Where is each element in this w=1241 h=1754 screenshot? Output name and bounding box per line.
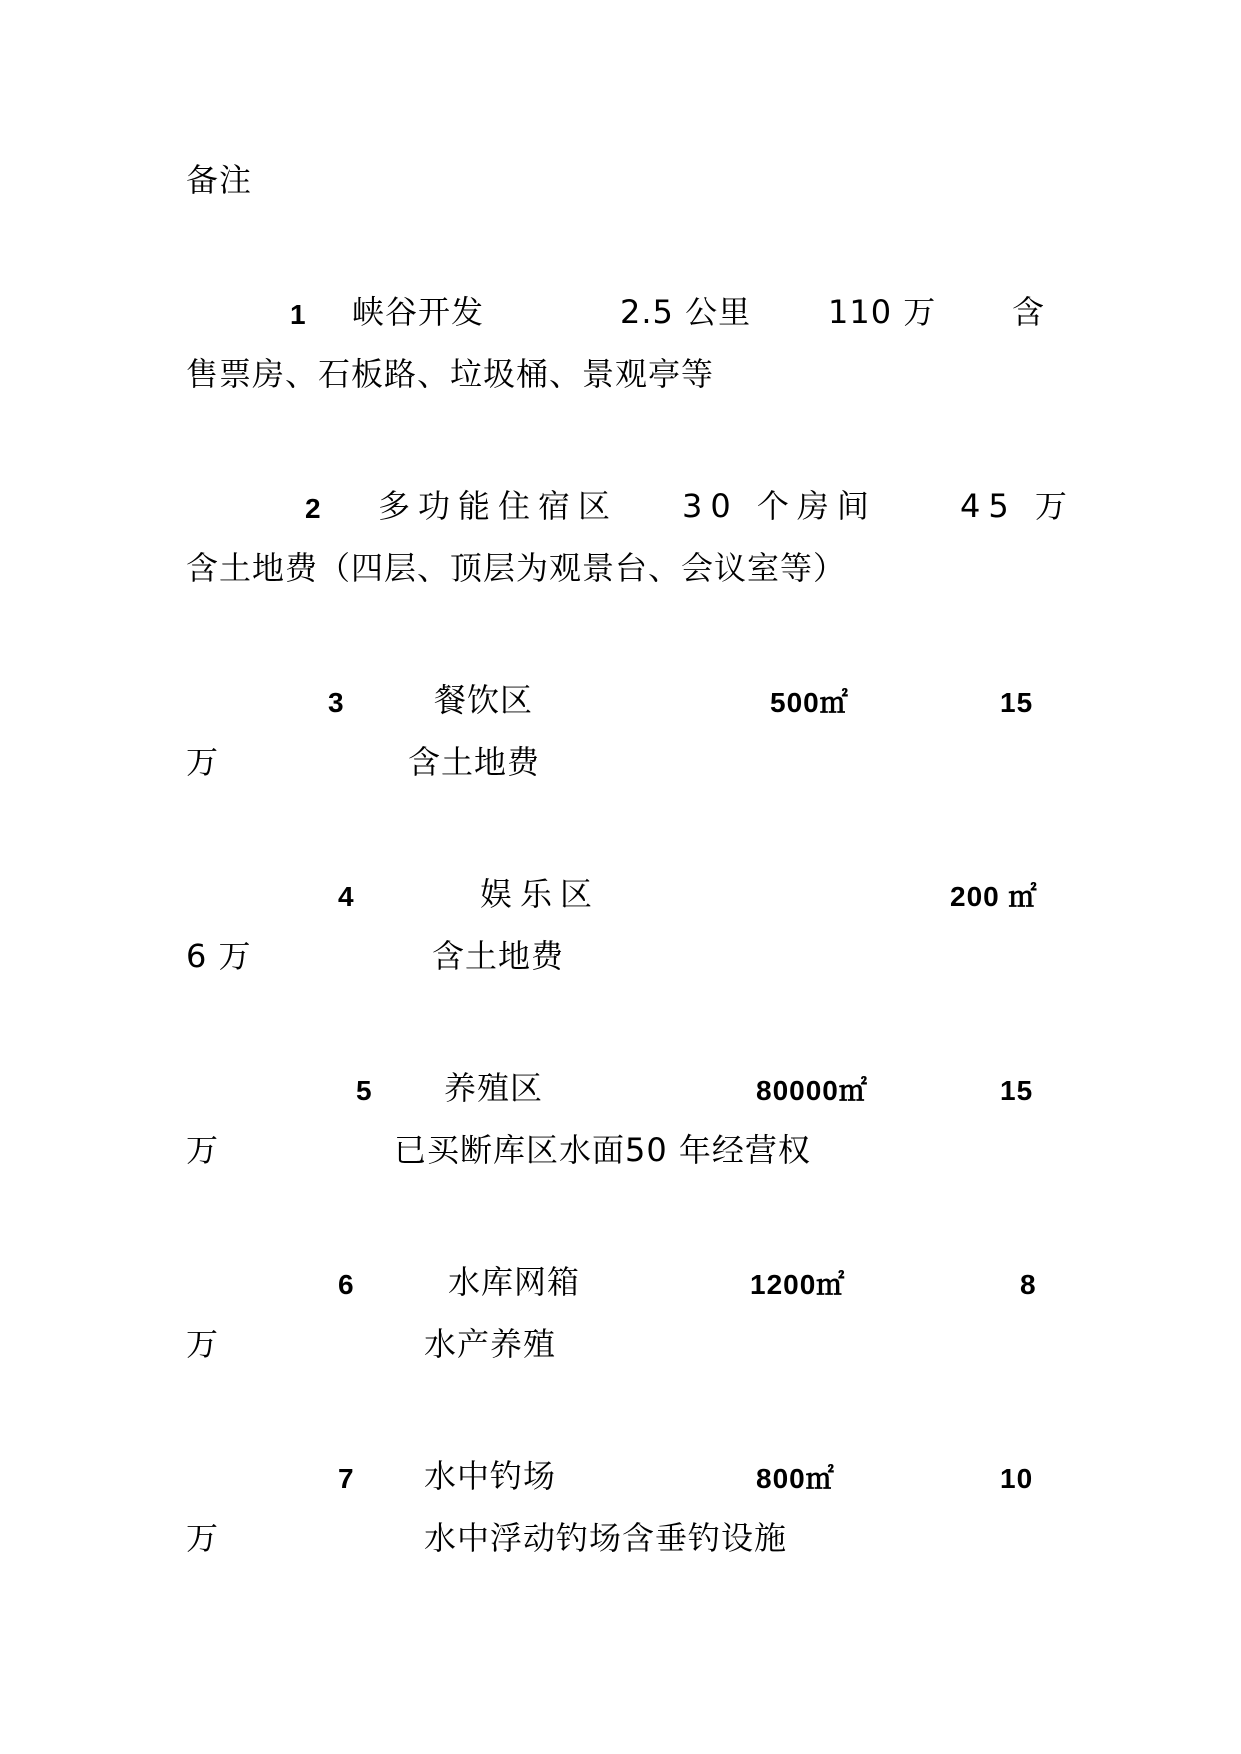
row-note: 已买断库区水面50 年经营权 [394,1131,811,1169]
row-size: 80000㎡ [756,1075,868,1106]
row-cost: 6 万 [186,937,252,975]
row-cost-unit: 万 [186,743,220,781]
row-cost: 15 [1000,687,1034,718]
row-name: 娱乐区 [480,875,601,913]
row-cost-unit: 万 [186,1519,220,1557]
row-cost-unit: 万 [186,1325,220,1363]
row-size: 2.5 公里 [620,293,752,331]
row-size: 30 个房间 [682,487,877,525]
row-index: 6 [338,1269,355,1300]
row-index: 3 [328,687,345,718]
row-size: 800㎡ [756,1463,835,1494]
page-heading: 备注 [186,161,253,199]
row-index: 7 [338,1463,355,1494]
row-note: 售票房、石板路、垃圾桶、景观亭等 [186,355,715,393]
row-name: 峡谷开发 [352,293,485,331]
row-note: 水产养殖 [424,1325,557,1363]
row-name: 水中钓场 [424,1457,557,1495]
row-index: 2 [305,493,322,524]
row-size: 1200㎡ [750,1269,846,1300]
row-note: 含土地费（四层、顶层为观景台、会议室等） [186,549,847,587]
row-note-lead: 含 [1012,293,1046,331]
row-index: 1 [290,299,307,330]
row-note: 水中浮动钓场含垂钓设施 [424,1519,788,1557]
row-name: 养殖区 [444,1069,544,1107]
row-name: 餐饮区 [434,681,534,719]
row-cost-unit: 万 [186,1131,220,1169]
row-index: 4 [338,881,355,912]
row-index: 5 [356,1075,373,1106]
row-cost: 110 万 [828,293,937,331]
row-size: 500㎡ [770,687,849,718]
row-cost: 15 [1000,1075,1034,1106]
row-cost: 10 [1000,1463,1034,1494]
row-name: 水库网箱 [448,1263,581,1301]
row-note: 含土地费 [408,743,541,781]
row-cost: 8 [1020,1269,1037,1300]
row-note: 含土地费 [432,937,565,975]
row-size: 200 ㎡ [950,881,1038,912]
row-cost: 45 万 [960,487,1075,525]
row-name: 多功能住宿区 [378,487,619,525]
